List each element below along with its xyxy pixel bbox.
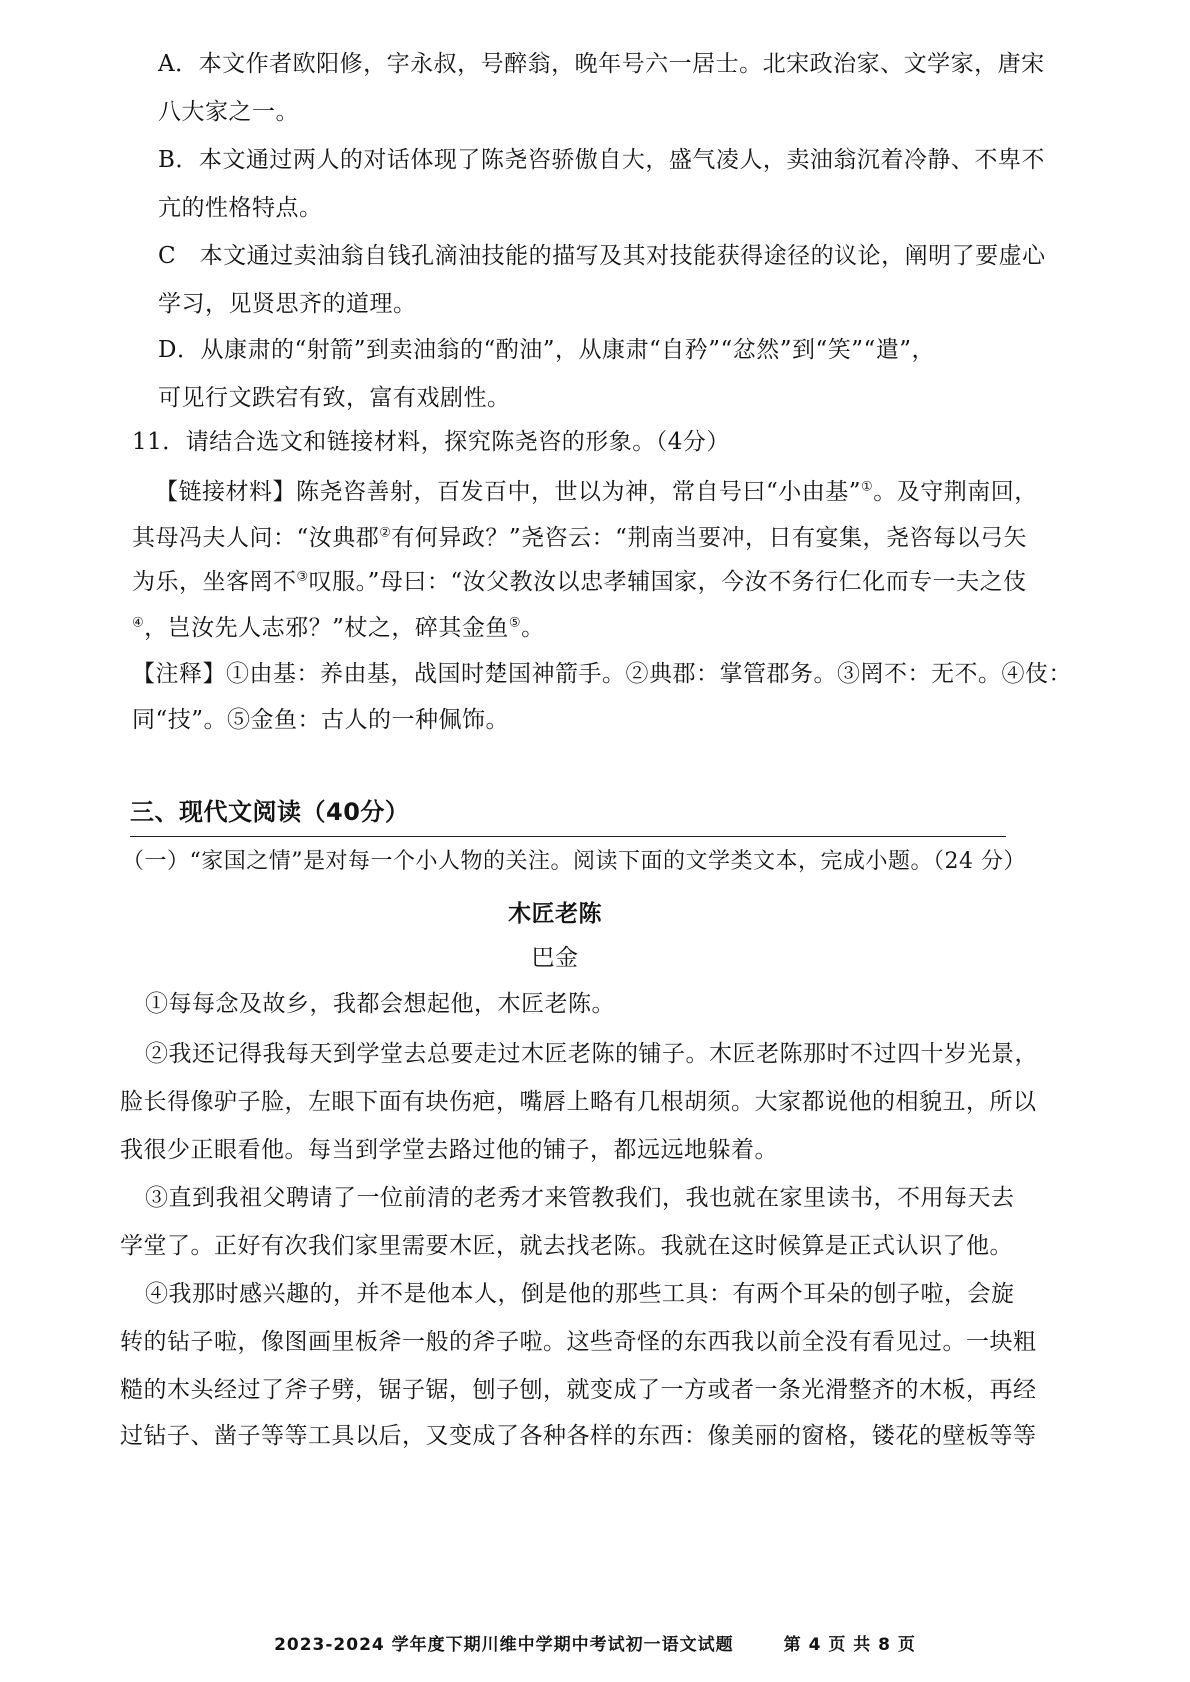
footer-page-number: 第 4 页 共 8 页 [783, 1635, 916, 1655]
paragraph-2-line-1: ②我还记得我每天到学堂去总要走过木匠老陈的铺子。木匠老陈那时不过四十岁光景， [145, 1041, 1038, 1067]
option-a-line-1: A．本文作者欧阳修，字永叔，号醉翁，晚年号六一居士。北宋政治家、文学家，唐宋 [158, 51, 1045, 77]
paragraph-3-line-1: ③直到我祖父聘请了一位前清的老秀才来管教我们，我也就在家里读书，不用每天去 [145, 1185, 1015, 1211]
paragraph-4-line-2: 转的钻子啦，像图画里板斧一般的斧子啦。这些奇怪的东西我以前全没有看见过。一块粗 [120, 1329, 1037, 1355]
article-author: 巴金 [531, 945, 579, 971]
option-b-line-1: B．本文通过两人的对话体现了陈尧咨骄傲自大，盛气凌人，卖油翁沉着冷静、不卑不 [158, 147, 1045, 173]
footnote-mark-2: ② [379, 525, 392, 541]
paragraph-4-line-4: 过钻子、凿子等等工具以后，又变成了各种各样的东西：像美丽的窗格，镂花的壁板等等 [120, 1423, 1037, 1449]
option-c-line-1: C 本文通过卖油翁自钱孔滴油技能的描写及其对技能获得途径的议论，阐明了要虚心 [158, 243, 1046, 269]
section-3-subheading: （一）“家国之情”是对每一个小人物的关注。阅读下面的文学类文本，完成小题。（24 分） [122, 849, 1026, 874]
question-11-stem: 11．请结合选文和链接材料，探究陈尧咨的形象。（4分） [132, 429, 730, 455]
option-c-line-2: 学习，见贤思齐的道理。 [158, 291, 417, 317]
paragraph-4-line-1: ④我那时感兴趣的，并不是他本人，倒是他的那些工具：有两个耳朵的刨子啦，会旋 [145, 1281, 1015, 1307]
footnote-mark-3: ③ [296, 569, 309, 585]
paragraph-2-line-2: 脸长得像驴子脸，左眼下面有块伤疤，嘴唇上略有几根胡须。大家都说他的相貌丑，所以 [120, 1089, 1037, 1115]
section-3-heading: 三、现代文阅读（40分） [130, 798, 410, 826]
footnote-mark-5: ⑤ [508, 615, 522, 631]
paragraph-4-line-3: 糙的木头经过了斧子劈，锯子锯，刨子刨，就变成了一方或者一条光滑整齐的木板，再经 [120, 1377, 1037, 1403]
option-d-line-2: 可见行文跌宕有致，富有戏剧性。 [158, 385, 511, 411]
footnote-mark-4: ④ [132, 615, 145, 631]
footnote-mark-1: ① [861, 479, 874, 495]
footer-exam-title: 2023-2024 学年度下期川维中学期中考试初一语文试题 [274, 1635, 734, 1655]
article-title: 木匠老陈 [508, 901, 602, 927]
option-a-line-2: 八大家之一。 [158, 99, 299, 125]
paragraph-2-line-3: 我很少正眼看他。每当到学堂去路过他的铺子，都远远地躲着。 [120, 1137, 778, 1163]
page-footer [0, 1630, 1190, 1655]
option-b-line-2: 亢的性格特点。 [158, 195, 323, 221]
paragraph-3-line-2: 学堂了。正好有次我们家里需要木匠，就去找老陈。我就在这时候算是正式认识了他。 [120, 1233, 1013, 1259]
section-divider [130, 836, 1006, 837]
link-material-line-2: 其母冯夫人问：“汝典郡②有何异政？”尧咨云：“荆南当要冲，日有宴集，尧咨每以弓矢 [132, 525, 1027, 551]
link-material-line-3: 为乐，坐客罔不③叹服。”母曰：“汝父教汝以忠孝辅国家，今汝不务行仁化而专一夫之伎 [132, 569, 1027, 595]
option-d-line-1: D．从康肃的“射箭”到卖油翁的“酌油”，从康肃“自矜”“忿然”到“笑”“遣”， [158, 337, 936, 363]
link-material-line-1: 【链接材料】陈尧咨善射，百发百中，世以为神，常自号曰“小由基”①。及守荆南回， [155, 479, 1038, 505]
link-material-line-4: ④，岂汝先人志邪？”杖之，碎其金鱼⑤。 [132, 615, 545, 641]
annotation-line-1: 【注释】①由基：养由基，战国时楚国神箭手。②典郡：掌管郡务。③罔不：无不。④伎： [132, 661, 1072, 687]
paragraph-1-line-1: ①每每念及故乡，我都会想起他，木匠老陈。 [145, 991, 615, 1017]
annotation-line-2: 同“技”。⑤金鱼：古人的一种佩饰。 [132, 707, 510, 733]
